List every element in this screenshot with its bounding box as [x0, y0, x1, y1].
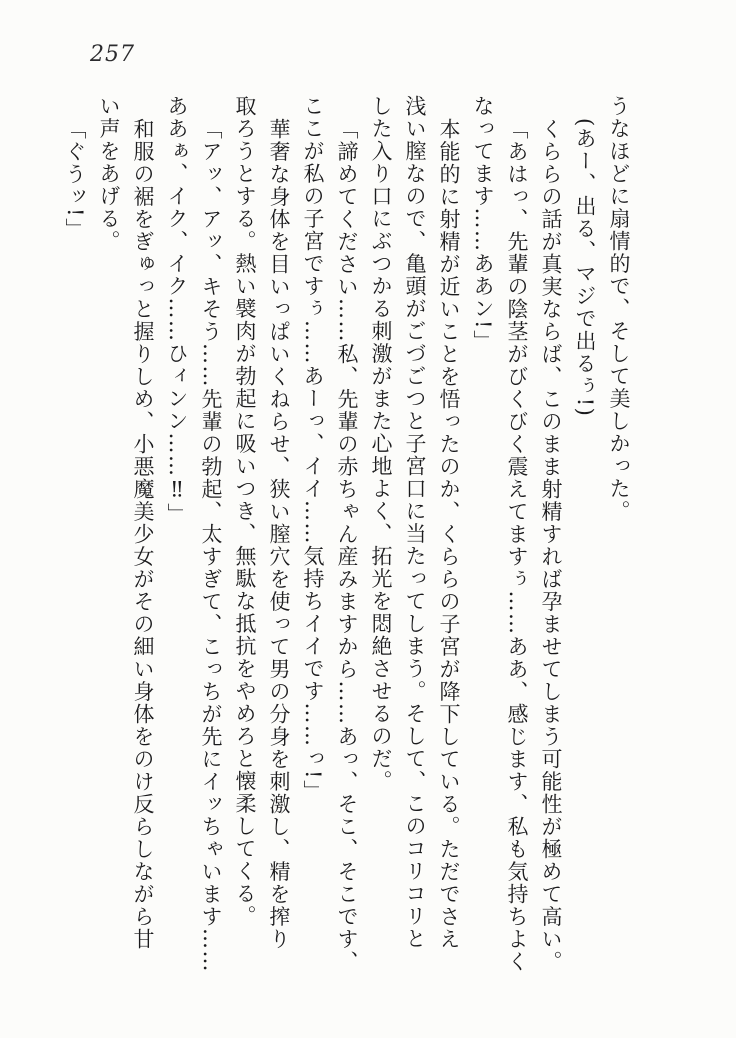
text-column-5: なってます……ああン!」 — [471, 95, 495, 353]
page-number: 257 — [90, 42, 135, 67]
text-column-1: うなほどに扇情的で、そして美しかった。 — [607, 95, 631, 523]
text-column-17: 「ぐうッ!」 — [63, 118, 87, 241]
text-column-2: (あー、出る、マジで出るぅ!) — [573, 118, 597, 418]
text-column-8: した入り口にぶつかる刺激がまた心地よく、拓光を悶絶させるのだ。 — [369, 95, 393, 793]
text-column-6: 本能的に射精が近いことを悟ったのか、くららの子宮が降下している。ただでさえ — [437, 118, 461, 951]
text-column-11: 華奢な身体を目いっぱいくねらせ、狭い膣穴を使って男の分身を刺激し、精を搾り — [267, 118, 291, 951]
text-column-10: ここが私の子宮ですぅ……あーっ、イイ……気持ちイイです……っ!」 — [301, 95, 325, 803]
text-column-3: くららの話が真実ならば、このまま射精すれば孕ませてしまう可能性が極めて高い。 — [539, 118, 563, 973]
text-column-12: 取ろうとする。熱い襞肉が勃起に吸いつき、無駄な抵抗をやめろと懐柔してくる。 — [233, 95, 257, 928]
text-column-14: ああぁ、イク、イク……ひィンン……‼」 — [165, 95, 189, 526]
text-column-16: い声をあげる。 — [97, 95, 121, 253]
text-column-13: 「アッ、アッ、キそう……先輩の勃起、太すぎて、こっちが先にイッちゃいます…… — [199, 118, 223, 973]
text-column-9: 「諦めてください……私、先輩の赤ちゃん産みますから……あっ、そこ、そこです、 — [335, 118, 359, 973]
vertical-text-body — [58, 95, 636, 1007]
text-column-4: 「あはっ、先輩の陰茎がびくびく震えてますぅ……ああ、感じます、私も気持ちよく — [505, 118, 529, 973]
text-column-15: 和服の裾をぎゅっと握りしめ、小悪魔美少女がその細い身体をのけ反らしながら甘 — [131, 118, 155, 951]
text-column-7: 浅い膣なので、亀頭がごづごつと子宮口に当たってしまう。そして、このコリコリと — [403, 95, 427, 950]
